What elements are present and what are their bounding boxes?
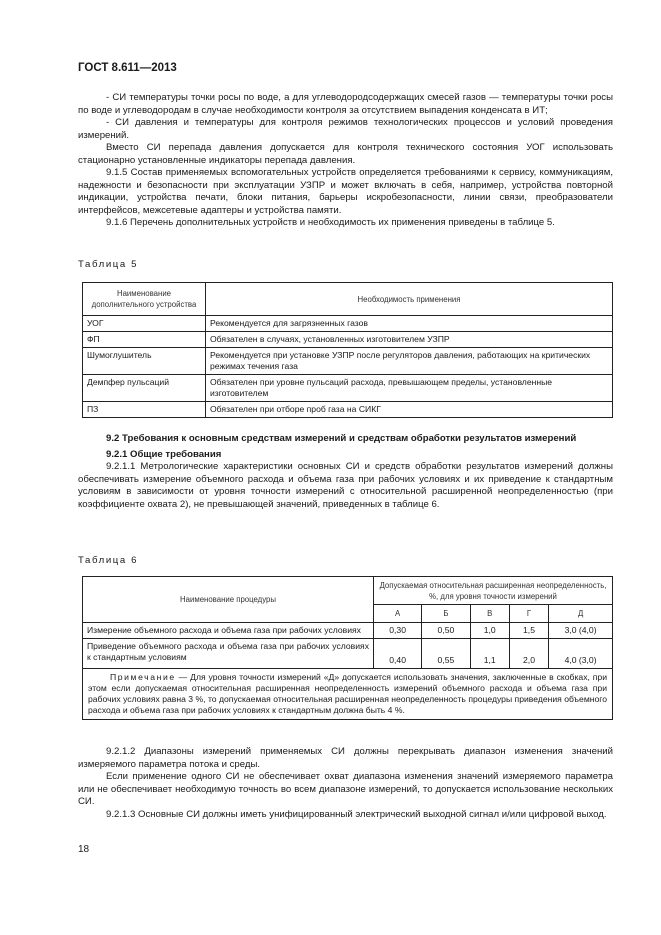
paragraph: Вместо СИ перепада давления допускается для контроля технического состояния УОГ использовать стационарно установленные индикаторы перепада давления.: [78, 142, 613, 166]
table-cell: Рекомендуется для загрязненных газов: [206, 316, 613, 332]
paragraph: - СИ давления и температуры для контроля режимов технологических процессов и условий проведения измерений.: [78, 117, 613, 141]
table-row: [83, 348, 613, 375]
paragraph: 9.2.1.1 Метрологические характеристики основных СИ и средств обработки результатов измерений должны обеспечивать измерение объемного расхода и объема газа при рабочих условиях и их приведение к стандартным условиям в зависимости от уровня точности измерений с относительной расширенной неопределенностью (при коэффициенте охвата 2), не превышающей значений, приведенных в таблице 6.: [78, 461, 613, 510]
table-cell: Рекомендуется при установке УЗПР после регуляторов давления, работающих на критических режимах течения газа: [206, 348, 613, 375]
table-cell: 0,55: [422, 639, 470, 669]
table-row: [83, 639, 613, 669]
paragraph: 9.2.1.3 Основные СИ должны иметь унифицированный электрический выходной сигнал и/или цифровой выход.: [106, 808, 607, 820]
table-cell: 1,1: [470, 639, 509, 669]
table-cell: 4,0 (3,0): [549, 639, 613, 669]
table-cell: Обязателен при уровне пульсаций расхода, превышающем пределы, установленные изготовителем: [206, 375, 613, 402]
table-cell: Обязателен при отборе проб газа на СИКГ: [206, 402, 613, 418]
subsection-title: 9.2.1 Общие требования: [106, 448, 222, 460]
table6-note: [83, 669, 613, 720]
table-row: [83, 316, 613, 332]
note-label: Примечание: [110, 672, 176, 682]
paragraph: - СИ температуры точки росы по воде, а для углеводородсодержащих смесей газов — температуры точки росы по воде и углеводородам в случае необходимости контроля за отсутствием выпадения конденсата в ИТ;: [78, 92, 613, 116]
table6-head-procedure: Наименование процедуры: [83, 577, 374, 623]
table6-head-uncertainty: Допускаемая относительная расширенная неопределенность, %, для уровня точности измерений: [374, 577, 613, 605]
table-cell: УОГ: [83, 316, 206, 332]
table5-head-device: Наименование дополнительного устройства: [83, 283, 206, 316]
section-9-2: [78, 433, 613, 511]
table-row: [83, 623, 613, 639]
table-cell: Обязателен в случаях, установленных изготовителем УЗПР: [206, 332, 613, 348]
table-row: [83, 402, 613, 418]
table-cell: ПЗ: [83, 402, 206, 418]
table-cell: 1,5: [509, 623, 548, 639]
bottom-text-block: [78, 746, 613, 821]
section-title: 9.2 Требования к основным средствам измерений и средствам обработки результатов измерений: [106, 433, 577, 444]
paragraph: 9.1.6 Перечень дополнительных устройств и необходимость их применения приведены в таблице 5.: [106, 217, 555, 228]
table6-note-row: [83, 669, 613, 720]
table5-head-necessity: Необходимость применения: [206, 283, 613, 316]
table-cell: 2,0: [509, 639, 548, 669]
level-v: В: [470, 605, 509, 623]
table-row: [83, 375, 613, 402]
table-cell: 1,0: [470, 623, 509, 639]
table-cell: Измерение объемного расхода и объема газа при рабочих условиях: [83, 623, 374, 639]
level-a: А: [374, 605, 422, 623]
table-cell: 0,40: [374, 639, 422, 669]
paragraph: Если применение одного СИ не обеспечивает охват диапазона изменения значений измеряемого параметра или не обеспечивает необходимую точность во всем диапазоне измерений, то допускается использование нескольких СИ.: [78, 771, 613, 807]
note-text: — Для уровня точности измерений «Д» допускается использовать значения, заключенные в скобках, при этом если допускаемая относительная расширенная неопределенность измерений объемного расхода и объема газа при рабочих условиях равна 3 %, то допускаемая относительная расширенная неопределенность процедуры приведения объемного расхода и объема газа при рабочих условиях к стандартным должна быть 4 %.: [88, 672, 608, 715]
page-number: 18: [78, 844, 90, 855]
table-cell: Демпфер пульсаций: [83, 375, 206, 402]
table-row: [83, 332, 613, 348]
table6: [82, 576, 613, 720]
table5: [82, 282, 613, 418]
table-cell: 0,50: [422, 623, 470, 639]
level-d: Д: [549, 605, 613, 623]
table-cell: Приведение объемного расхода и объема газа при рабочих условиях к стандартным условиям: [83, 639, 374, 669]
level-b: Б: [422, 605, 470, 623]
top-text-block: [78, 92, 613, 230]
table-cell: 0,30: [374, 623, 422, 639]
table5-caption: Таблица 5: [78, 259, 139, 270]
table-cell: 3,0 (4,0): [549, 623, 613, 639]
paragraph: 9.2.1.2 Диапазоны измерений применяемых СИ должны перекрывать диапазон изменения значений измеряемого параметра потока и среды.: [78, 746, 613, 770]
paragraph: 9.1.5 Состав применяемых вспомогательных устройств определяется требованиями к сервису, коммуникациям, надежности и безопасности при эксплуатации УЗПР и может включать в себя, например, устройства повторной индикации, устройства печати, блоки питания, барьеры искробезопасности, линии связи, преобразователи интерфейсов, межсетевые адаптеры и устройства памяти.: [78, 167, 613, 216]
table6-caption: Таблица 6: [78, 555, 139, 566]
document-header: ГОСТ 8.611—2013: [78, 62, 177, 74]
table-cell: Шумоглушитель: [83, 348, 206, 375]
table-cell: ФП: [83, 332, 206, 348]
level-g: Г: [509, 605, 548, 623]
